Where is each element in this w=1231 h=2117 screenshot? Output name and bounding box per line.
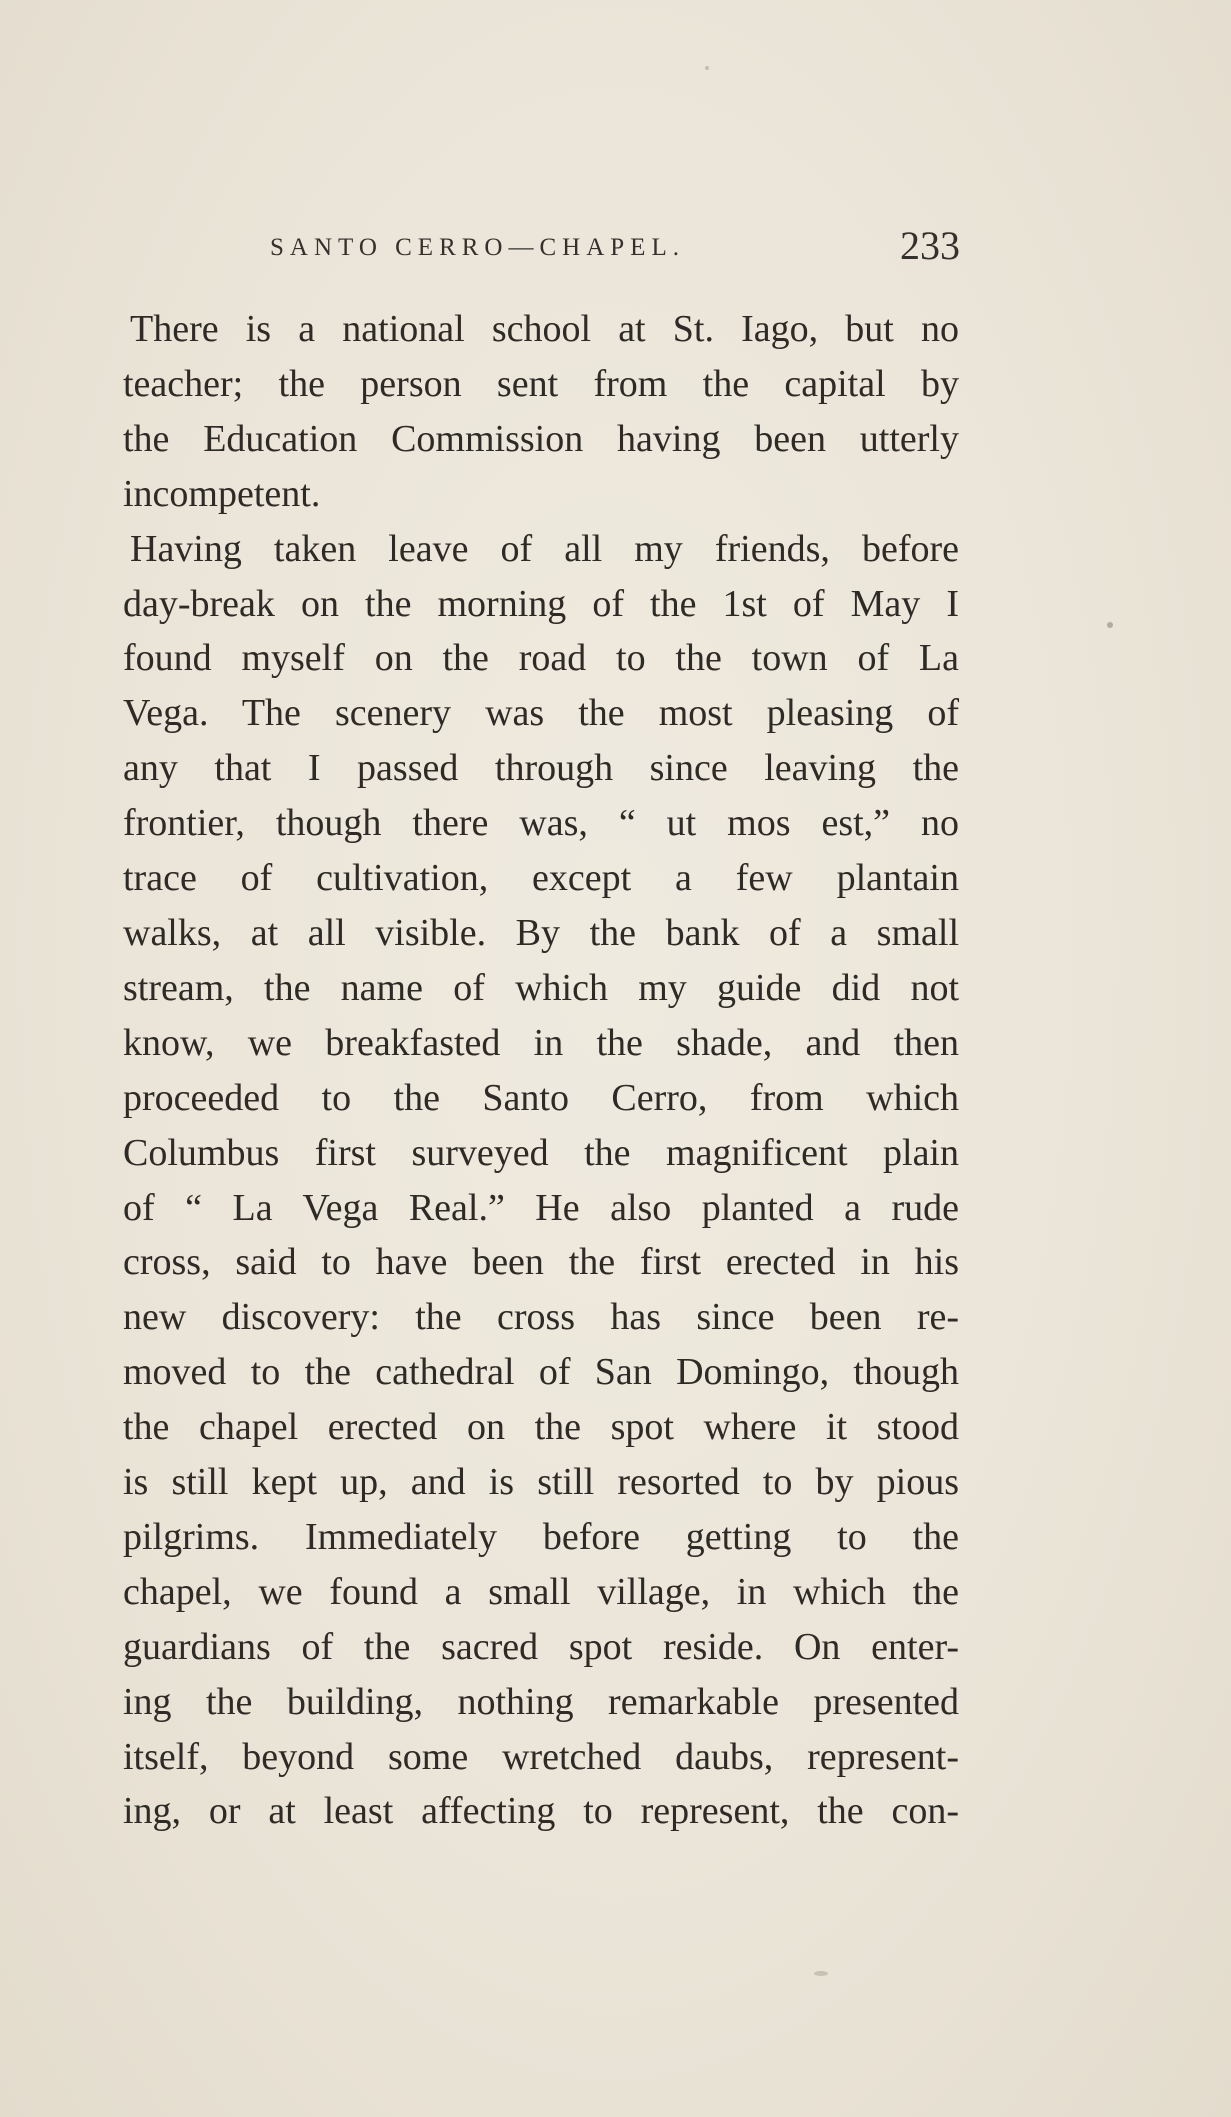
text-line: guardians of the sacred spot reside. On enter- xyxy=(123,1625,959,1668)
text-line: the Education Commission having been utterly xyxy=(123,417,959,460)
running-head xyxy=(128,223,960,272)
text-line: any that I passed through since leaving the xyxy=(123,747,959,790)
paper-speck xyxy=(1107,622,1113,628)
text-line: pilgrims. Immediately before getting to the xyxy=(123,1515,959,1558)
body-text xyxy=(123,302,959,1839)
text-line: know, we breakfasted in the shade, and then xyxy=(123,1021,959,1064)
text-line: Vega. The scenery was the most pleasing of xyxy=(123,692,959,735)
text-line: proceeded to the Santo Cerro, from which xyxy=(123,1076,959,1119)
text-line: There is a national school at St. Iago, but no xyxy=(130,308,959,350)
text-line: moved to the cathedral of San Domingo, though xyxy=(123,1351,959,1394)
text-line: ing, or at least affecting to represent, the con- xyxy=(123,1790,959,1833)
text-line: found myself on the road to the town of La xyxy=(123,637,959,680)
paper-speck xyxy=(814,1971,828,1976)
running-title: SANTO CERRO—CHAPEL. xyxy=(270,234,685,261)
text-line: itself, beyond some wretched daubs, represent- xyxy=(123,1735,959,1778)
text-line: cross, said to have been the first erected in his xyxy=(123,1241,959,1284)
paper-speck xyxy=(705,66,709,70)
text-line: Having taken leave of all my friends, before xyxy=(130,527,959,570)
text-line: teacher; the person sent from the capital by xyxy=(123,362,959,405)
text-line: stream, the name of which my guide did not xyxy=(123,966,959,1009)
text-line: frontier, though there was, “ ut mos est,” no xyxy=(123,802,959,845)
text-line: is still kept up, and is still resorted to by pious xyxy=(123,1461,959,1504)
text-line: of “ La Vega Real.” He also planted a rude xyxy=(123,1186,959,1229)
text-line: new discovery: the cross has since been re- xyxy=(123,1296,959,1339)
text-line: Columbus first surveyed the magnificent plain xyxy=(123,1131,959,1174)
page-number: 233 xyxy=(900,223,960,268)
text-line: incompetent. xyxy=(123,472,321,515)
text-line: the chapel erected on the spot where it stood xyxy=(123,1406,959,1449)
text-line: ing the building, nothing remarkable presented xyxy=(123,1680,959,1723)
text-line: day-break on the morning of the 1st of May I xyxy=(123,582,959,625)
text-line: walks, at all visible. By the bank of a small xyxy=(123,911,959,954)
text-line: trace of cultivation, except a few plantain xyxy=(123,857,959,900)
text-line: chapel, we found a small village, in which the xyxy=(123,1570,959,1613)
